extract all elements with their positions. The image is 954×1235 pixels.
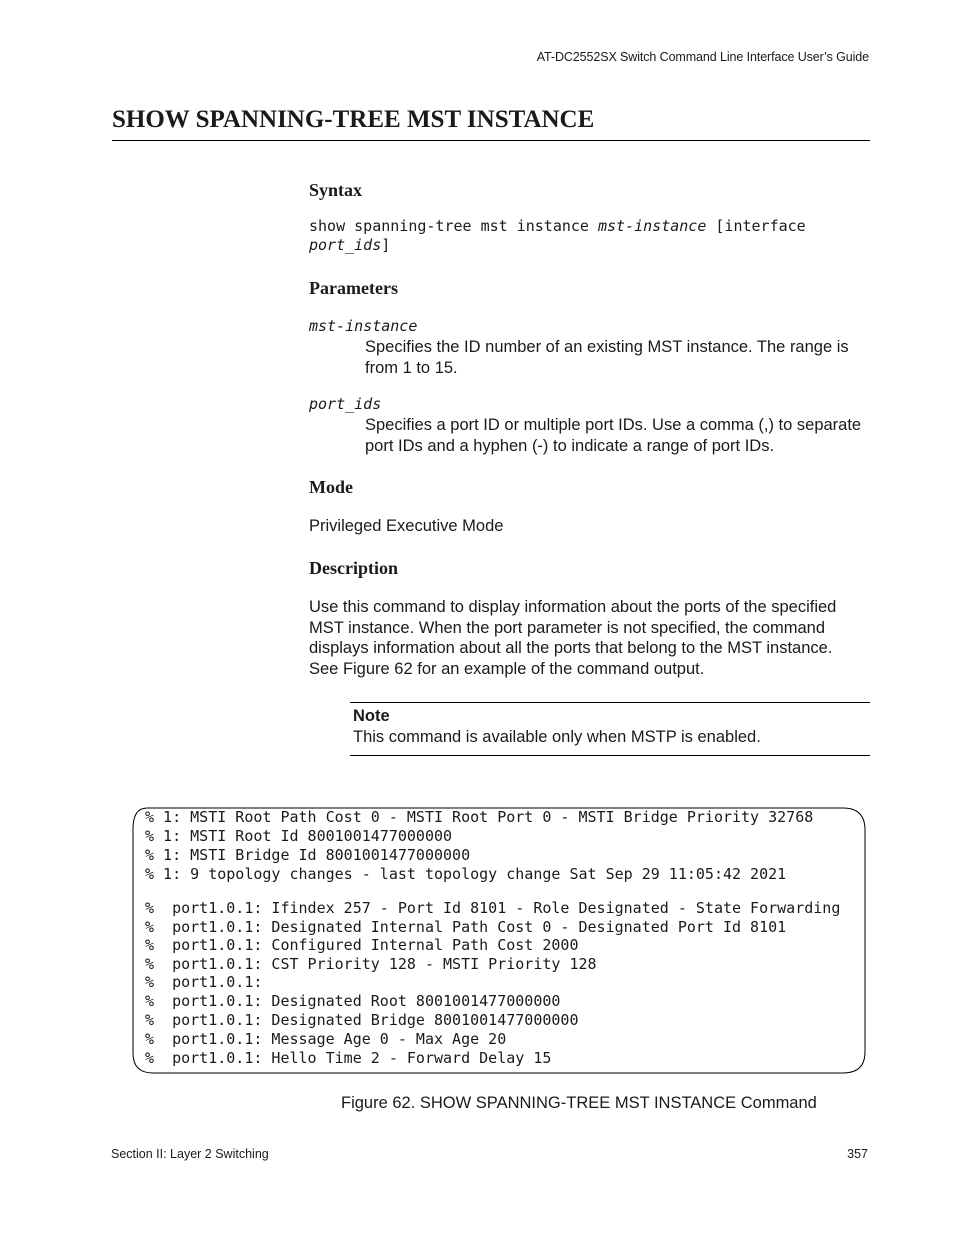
terminal-line: % port1.0.1: [145,973,263,991]
terminal-line: % port1.0.1: Message Age 0 - Max Age 20 [145,1030,507,1048]
description-heading: Description [309,558,398,578]
note-text: This command is available only when MSTP is enabled. [353,728,761,746]
syntax-arg: port_ids [309,236,382,254]
note-box [350,702,870,756]
terminal-line: % port1.0.1: Designated Internal Path Cost 0 - Designated Port Id 8101 [145,918,787,936]
terminal-line: % port1.0.1: Ifindex 257 - Port Id 8101 - Role Designated - State Forwarding [145,899,841,917]
title-divider [112,140,870,141]
param-name: port_ids [309,395,382,413]
terminal-line: % port1.0.1: Configured Internal Path Cost 2000 [145,936,579,954]
terminal-line: % 1: 9 topology changes - last topology change Sat Sep 29 11:05:42 2021 [145,865,787,883]
terminal-line: % 1: MSTI Root Path Cost 0 - MSTI Root Port 0 - MSTI Bridge Priority 32768 [145,808,814,826]
syntax-cmd-part: show spanning-tree mst instance [309,217,598,235]
mode-text: Privileged Executive Mode [309,517,504,535]
terminal-line: % port1.0.1: Designated Bridge 8001001477000000 [145,1011,579,1029]
syntax-cmd-part: [interface [706,217,806,235]
terminal-line: % port1.0.1: CST Priority 128 - MSTI Priority 128 [145,955,597,973]
syntax-heading: Syntax [309,180,363,200]
note-label: Note [353,707,390,725]
terminal-line: % port1.0.1: Hello Time 2 - Forward Delay 15 [145,1049,552,1067]
page-number: 357 [847,1147,868,1161]
param-name: mst-instance [309,317,418,335]
footer-section: Section II: Layer 2 Switching [111,1147,269,1161]
description-text: Use this command to display information about the ports of the specified MST instance. When the port parameter is not specified, the command displays information about all the ports that belong to the MST instance. See Figure 62 for an example of the command output. [309,598,837,678]
syntax-arg: mst-instance [597,217,707,235]
terminal-line: % 1: MSTI Bridge Id 8001001477000000 [145,846,471,864]
syntax-cmd-part: ] [381,236,391,254]
param-description: Specifies a port ID or multiple port IDs. Use a comma (,) to separate port IDs and a hyphen (-) to indicate a range of port IDs. [365,416,862,455]
parameters-heading: Parameters [309,278,398,298]
page-title: SHOW SPANNING-TREE MST INSTANCE [112,106,595,133]
param-description: Specifies the ID number of an existing MST instance. The range is from 1 to 15. [365,338,849,377]
syntax-command [309,217,806,255]
terminal-line: % 1: MSTI Root Id 8001001477000000 [145,827,453,845]
terminal-line: % port1.0.1: Designated Root 8001001477000000 [145,992,561,1010]
running-header: AT-DC2552SX Switch Command Line Interface User’s Guide [536,50,869,64]
mode-heading: Mode [309,477,353,497]
figure-caption: Figure 62. SHOW SPANNING-TREE MST INSTANCE Command [341,1094,817,1112]
